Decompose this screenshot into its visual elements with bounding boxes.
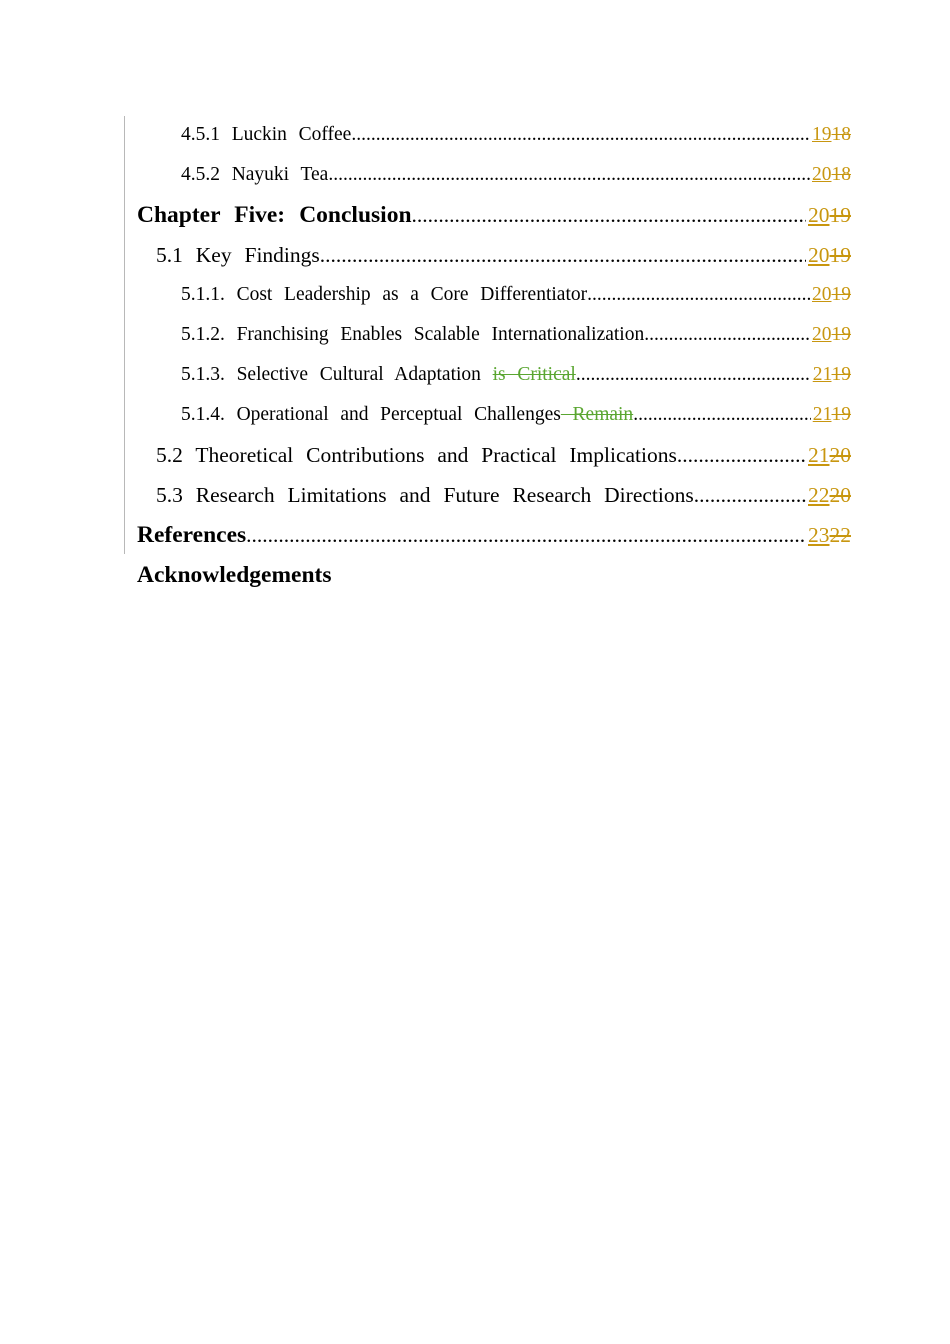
toc-entry-text: 4.5.2 Nayuki Tea	[181, 164, 329, 185]
toc-entry[interactable]	[137, 315, 851, 355]
toc-entry-title: Acknowledgements	[137, 562, 332, 588]
toc-leader-dots	[694, 475, 806, 515]
toc-entry[interactable]	[137, 515, 851, 555]
tracked-insertion-page: 22	[808, 483, 830, 507]
toc-page-number	[806, 515, 851, 555]
tracked-deletion-page: 20	[829, 483, 851, 507]
toc-page-number	[810, 275, 851, 315]
tracked-deletion-page: 19	[829, 243, 851, 267]
toc-entry-title	[181, 355, 576, 395]
toc-leader-dots	[576, 355, 811, 395]
toc-page-number	[811, 355, 851, 395]
toc-page-number	[811, 395, 851, 435]
toc-leader-dots	[328, 155, 810, 195]
toc-page-number	[806, 435, 851, 475]
tracked-deletion-page: 19	[831, 404, 851, 425]
tracked-insertion-page: 19	[812, 124, 832, 145]
toc-entry-title	[181, 115, 351, 155]
toc-entry-title	[156, 475, 694, 515]
toc-leader-dots	[246, 515, 806, 555]
toc-leader-dots	[633, 395, 811, 435]
toc-entry[interactable]	[137, 395, 851, 435]
tracked-insertion-page: 20	[808, 243, 830, 267]
toc-entry-title	[156, 235, 320, 275]
toc-entry-title	[137, 515, 246, 555]
toc-entry-title	[181, 155, 328, 195]
toc-page-number	[810, 315, 851, 355]
toc-leader-dots	[412, 195, 806, 235]
tracked-insertion-page: 23	[808, 523, 830, 547]
toc-entry-title	[181, 395, 633, 435]
toc-page-number	[806, 235, 851, 275]
tracked-insertion-page: 20	[812, 324, 832, 345]
tracked-deletion: Remain	[560, 404, 634, 425]
toc-entry[interactable]	[137, 155, 851, 195]
toc-entry-text: 5.1.1. Cost Leadership as a Core Differentiator	[181, 284, 588, 305]
toc-entries	[137, 115, 851, 555]
toc-leader-dots	[587, 275, 810, 315]
toc-entry[interactable]	[137, 435, 851, 475]
tracked-deletion-page: 19	[829, 203, 851, 227]
toc-leader-dots	[677, 435, 806, 475]
tracked-deletion-page: 20	[829, 443, 851, 467]
toc-page-number	[810, 115, 851, 155]
tracked-deletion-page: 19	[831, 284, 851, 305]
tracked-deletion: is Critical	[492, 364, 576, 385]
toc-entry[interactable]	[137, 355, 851, 395]
toc-entry-title	[137, 195, 412, 235]
toc-entry-title	[181, 315, 644, 355]
toc-entry-text: 5.1.3. Selective Cultural Adaptation	[181, 364, 493, 385]
tracked-insertion-page: 21	[812, 404, 832, 425]
tracked-insertion-page: 21	[812, 364, 832, 385]
toc-entry-text: 5.2 Theoretical Contributions and Practical Implications	[156, 443, 677, 467]
toc-entry-text: 5.1.4. Operational and Perceptual Challenges	[181, 404, 561, 425]
table-of-contents	[137, 115, 851, 595]
toc-entry[interactable]	[137, 475, 851, 515]
toc-leader-dots	[351, 115, 810, 155]
tracked-insertion-page: 20	[808, 203, 830, 227]
toc-heading-acknowledgements[interactable]	[137, 555, 851, 595]
tracked-insertion-page: 21	[808, 443, 830, 467]
toc-entry-text: 4.5.1 Luckin Coffee	[181, 124, 352, 145]
toc-entry-text: 5.1 Key Findings	[156, 243, 320, 267]
tracked-deletion-page: 19	[831, 324, 851, 345]
toc-entry[interactable]	[137, 195, 851, 235]
tracked-deletion-page: 18	[831, 124, 851, 145]
toc-page-number	[806, 195, 851, 235]
toc-entry[interactable]	[137, 235, 851, 275]
toc-page-number	[810, 155, 851, 195]
tracked-deletion-page: 19	[831, 364, 851, 385]
toc-entry[interactable]	[137, 275, 851, 315]
toc-entry-text: Chapter Five: Conclusion	[137, 202, 412, 228]
toc-leader-dots	[320, 235, 806, 275]
toc-entry-title	[156, 435, 677, 475]
toc-entry-text: 5.1.2. Franchising Enables Scalable Internationalization	[181, 324, 645, 345]
toc-entry[interactable]	[137, 115, 851, 155]
toc-entry-text: 5.3 Research Limitations and Future Research Directions	[156, 483, 694, 507]
revision-change-bar	[124, 116, 125, 554]
toc-entry-text: References	[137, 522, 247, 548]
toc-page-number	[806, 475, 851, 515]
tracked-deletion-page: 22	[829, 523, 851, 547]
tracked-insertion-page: 20	[812, 164, 832, 185]
toc-entry-title	[181, 275, 587, 315]
tracked-deletion-page: 18	[831, 164, 851, 185]
tracked-insertion-page: 20	[812, 284, 832, 305]
toc-leader-dots	[644, 315, 810, 355]
